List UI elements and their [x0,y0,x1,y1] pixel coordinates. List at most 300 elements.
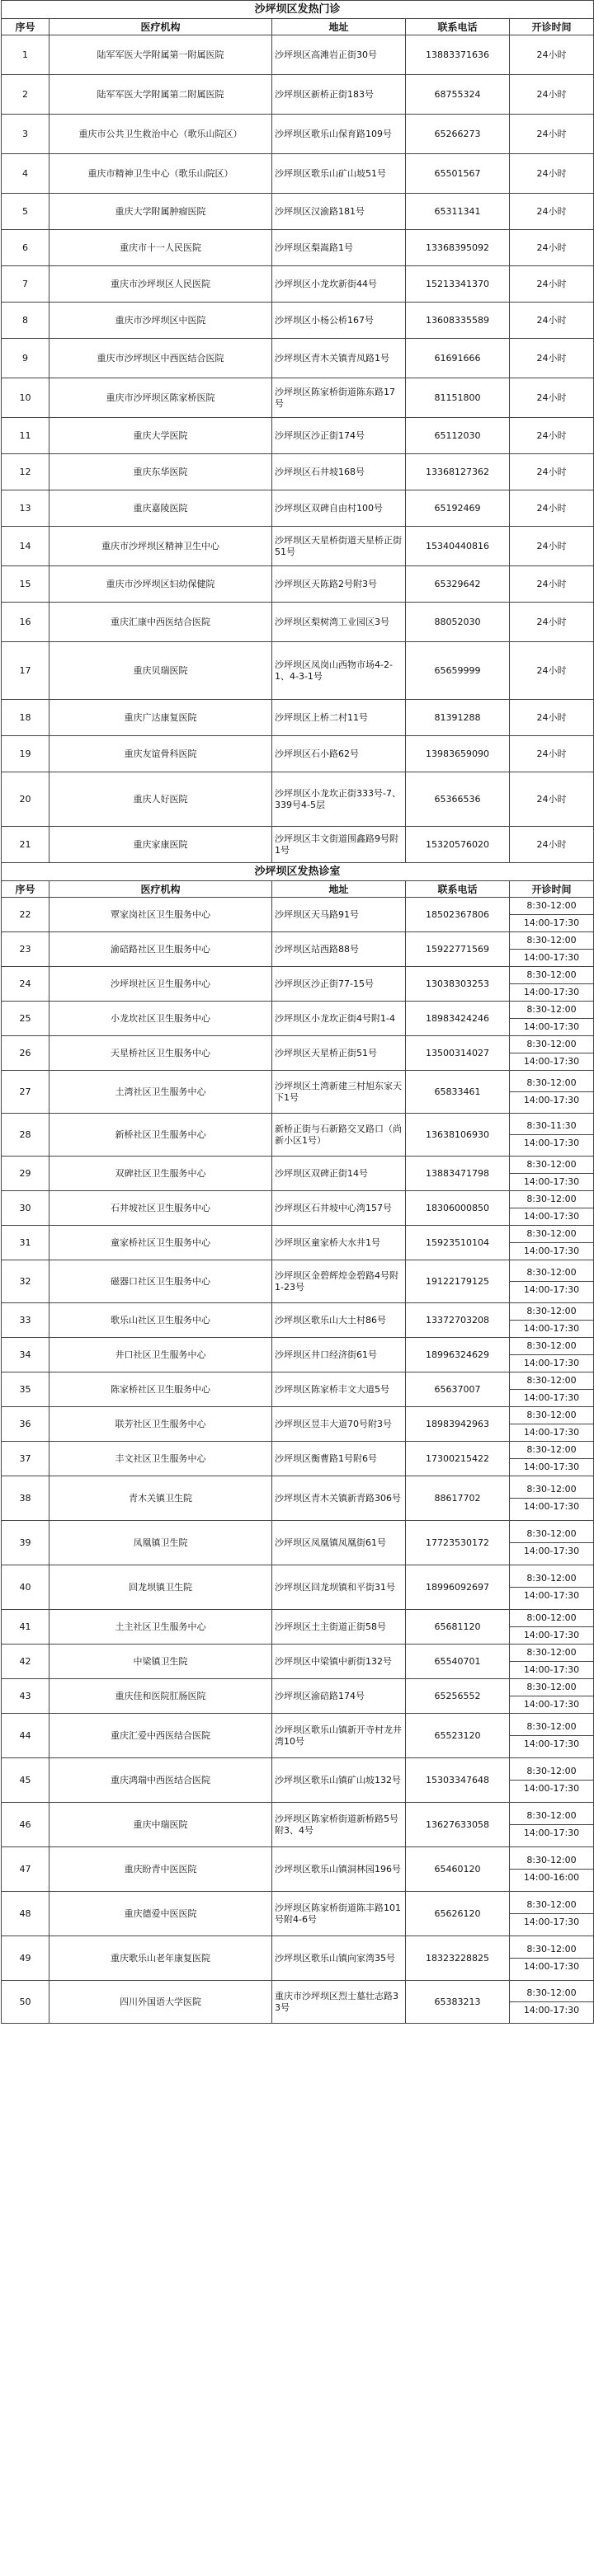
opening-hours-slot: 14:00-17:30 [510,1424,594,1441]
phone-number: 13983659090 [406,736,510,772]
institution-name: 重庆市沙坪坝区中西医结合医院 [50,339,272,378]
opening-hours-slot: 8:30-12:00 [526,1573,577,1584]
row-number: 27 [2,1071,50,1114]
institution-name: 重庆广达康复医院 [50,700,272,736]
opening-hours [510,1372,594,1407]
opening-hours [510,194,594,230]
column-header: 联系电话 [406,881,510,898]
opening-hours [510,1981,594,2024]
row-number: 15 [2,566,50,603]
address: 沙坪坝区凤凰镇凤凰街61号 [272,1521,406,1565]
opening-hours-slot: 24小时 [536,242,567,253]
phone-number: 18996092697 [406,1565,510,1610]
opening-hours [510,736,594,772]
row-number: 23 [2,932,50,967]
row-number: 35 [2,1372,50,1407]
table-row [2,154,594,194]
table-row [2,266,594,303]
opening-hours-slot: 8:30-12:00 [526,935,577,945]
institution-name: 重庆市精神卫生中心（歌乐山院区） [50,154,272,194]
institution-name: 联芳社区卫生服务中心 [50,1407,272,1442]
opening-hours-slot: 14:00-17:30 [510,1498,594,1515]
opening-hours-slot: 14:00-17:30 [510,1208,594,1225]
opening-hours-slot: 8:00-12:00 [526,1612,577,1623]
opening-hours [510,1521,594,1565]
institution-name: 覃家岗社区卫生服务中心 [50,898,272,932]
opening-hours-slot: 14:00-17:30 [510,1389,594,1406]
section-title: 沙坪坝区发热门诊 [2,1,594,19]
address: 沙坪坝区站西路88号 [272,932,406,967]
phone-number: 18306000850 [406,1191,510,1226]
row-number: 20 [2,772,50,827]
phone-number: 13368127362 [406,454,510,490]
opening-hours [510,115,594,154]
institution-name: 回龙坝镇卫生院 [50,1565,272,1610]
opening-hours [510,1407,594,1442]
phone-number: 18983424246 [406,1002,510,1036]
row-number: 44 [2,1714,50,1758]
opening-hours [510,1114,594,1157]
opening-hours [510,1260,594,1303]
table-row [2,1892,594,1936]
row-number: 50 [2,1981,50,2024]
address: 沙坪坝区石井坡中心湾157号 [272,1191,406,1226]
row-number: 47 [2,1847,50,1892]
row-number: 8 [2,303,50,339]
opening-hours-slot: 8:30-12:00 [526,1899,577,1910]
phone-number: 88052030 [406,603,510,642]
address: 沙坪坝区土湾新建三村旭东家天下1号 [272,1071,406,1114]
address: 沙坪坝区双碑正街14号 [272,1157,406,1191]
table-row [2,603,594,642]
phone-number: 13608335589 [406,303,510,339]
row-number: 4 [2,154,50,194]
institution-name: 磁器口社区卫生服务中心 [50,1260,272,1303]
opening-hours-slot: 8:30-12:00 [526,1159,577,1170]
institution-name: 重庆市沙坪坝区精神卫生中心 [50,527,272,566]
phone-number: 65383213 [406,1981,510,2024]
table-row [2,1407,594,1442]
table-row [2,1565,594,1610]
table-row [2,898,594,932]
row-number: 45 [2,1758,50,1803]
institution-name: 天星桥社区卫生服务中心 [50,1036,272,1071]
table-row [2,75,594,115]
opening-hours [510,1303,594,1338]
table-row [2,1645,594,1679]
phone-number: 13627633058 [406,1803,510,1847]
address: 沙坪坝区歌乐山镇向家湾35号 [272,1936,406,1981]
section-title-row [2,863,594,881]
opening-hours [510,1803,594,1847]
institution-name: 沙坪坝社区卫生服务中心 [50,967,272,1002]
table-row [2,1191,594,1226]
table-row [2,1803,594,1847]
phone-number: 18502367806 [406,898,510,932]
opening-hours [510,1758,594,1803]
opening-hours [510,1936,594,1981]
opening-hours-slot: 8:30-12:00 [526,900,577,911]
address: 沙坪坝区歌乐山镇新开寺村龙井湾10号 [272,1714,406,1758]
institution-name: 重庆市公共卫生救治中心（歌乐山院区） [50,115,272,154]
table-row [2,1758,594,1803]
address: 沙坪坝区梨树湾工业园区3号 [272,603,406,642]
opening-hours [510,378,594,418]
opening-hours-slot: 8:30-12:00 [526,1194,577,1204]
address: 沙坪坝区中梁镇中新街132号 [272,1645,406,1679]
opening-hours-slot: 24小时 [536,205,567,217]
opening-hours-slot: 8:30-12:00 [526,1987,577,1998]
table-row [2,1521,594,1565]
address: 沙坪坝区小杨公桥167号 [272,303,406,339]
table-row [2,1157,594,1191]
phone-number: 65540701 [406,1645,510,1679]
opening-hours-slot: 24小时 [536,502,567,514]
row-number: 49 [2,1936,50,1981]
phone-number: 81151800 [406,378,510,418]
opening-hours [510,967,594,1002]
row-number: 24 [2,967,50,1002]
opening-hours-slot: 24小时 [536,466,567,477]
phone-number: 65192469 [406,490,510,527]
phone-number: 65681120 [406,1610,510,1645]
address: 沙坪坝区童家桥大水井1号 [272,1226,406,1260]
phone-number: 65266273 [406,115,510,154]
row-number: 42 [2,1645,50,1679]
opening-hours-slot: 8:30-12:00 [526,1855,577,1865]
opening-hours-slot: 24小时 [536,540,567,551]
institution-name: 渝碚路社区卫生服务中心 [50,932,272,967]
opening-hours [510,1226,594,1260]
address: 沙坪坝区汉渝路181号 [272,194,406,230]
row-number: 21 [2,827,50,863]
phone-number: 13372703208 [406,1303,510,1338]
address: 沙坪坝区回龙坝镇和平街31号 [272,1565,406,1610]
opening-hours-slot: 14:00-17:30 [510,1354,594,1372]
phone-number: 13883471798 [406,1157,510,1191]
column-header: 地址 [272,881,406,898]
opening-hours-slot: 8:30-12:00 [526,1810,577,1821]
opening-hours-slot: 24小时 [536,838,567,850]
opening-hours-slot: 8:30-12:00 [526,1766,577,1776]
table-row [2,490,594,527]
opening-hours [510,454,594,490]
opening-hours-slot: 14:00-17:30 [510,1696,594,1713]
row-number: 6 [2,230,50,266]
table-row [2,378,594,418]
institution-name: 新桥社区卫生服务中心 [50,1114,272,1157]
opening-hours-slot: 8:30-12:00 [526,1306,577,1316]
opening-hours [510,1610,594,1645]
opening-hours-slot: 14:00-17:30 [510,1824,594,1842]
row-number: 19 [2,736,50,772]
row-number: 30 [2,1191,50,1226]
opening-hours-slot: 8:30-12:00 [526,1647,577,1658]
column-header: 序号 [2,881,50,898]
address: 沙坪坝区沙正街174号 [272,418,406,454]
table-row [2,1610,594,1645]
institution-name: 凤凰镇卫生院 [50,1521,272,1565]
table-row [2,1981,594,2024]
opening-hours-slot: 14:00-17:30 [510,1542,594,1560]
opening-hours-slot: 14:00-17:30 [510,1661,594,1678]
table-row [2,418,594,454]
row-number: 39 [2,1521,50,1565]
phone-number: 65523120 [406,1714,510,1758]
phone-number: 65659999 [406,642,510,700]
table-row [2,967,594,1002]
address: 沙坪坝区新桥正街183号 [272,75,406,115]
table-row [2,1442,594,1476]
opening-hours [510,898,594,932]
column-header: 医疗机构 [50,881,272,898]
institution-name: 重庆友谊骨科医院 [50,736,272,772]
opening-hours-slot: 8:30-12:00 [526,1228,577,1239]
phone-number: 13500314027 [406,1036,510,1071]
row-number: 28 [2,1114,50,1157]
section-title: 沙坪坝区发热诊室 [2,863,594,881]
phone-number: 65626120 [406,1892,510,1936]
row-number: 40 [2,1565,50,1610]
opening-hours [510,1847,594,1892]
table-row [2,1338,594,1372]
institution-name: 重庆德爱中医医院 [50,1892,272,1936]
opening-hours-slot: 14:00-17:30 [510,1626,594,1644]
opening-hours-slot: 8:30-12:00 [526,1077,577,1088]
row-number: 26 [2,1036,50,1071]
opening-hours-slot: 8:30-11:30 [526,1120,577,1131]
opening-hours-slot: 8:30-12:00 [526,969,577,980]
table-row [2,642,594,700]
table-row [2,339,594,378]
address: 沙坪坝区小龙坎正街4号附1-4 [272,1002,406,1036]
phone-number: 15923510104 [406,1226,510,1260]
opening-hours-slot: 24小时 [536,128,567,139]
table-row [2,1372,594,1407]
phone-number: 65366536 [406,772,510,827]
institution-name: 重庆佳和医院肛肠医院 [50,1679,272,1714]
opening-hours [510,603,594,642]
opening-hours-slot: 24小时 [536,429,567,441]
address: 沙坪坝区歌乐山矿山坡51号 [272,154,406,194]
institution-name: 重庆东华医院 [50,454,272,490]
row-number: 36 [2,1407,50,1442]
table-row [2,527,594,566]
address: 沙坪坝区歌乐山镇矿山坡132号 [272,1758,406,1803]
row-number: 25 [2,1002,50,1036]
phone-number: 65501567 [406,154,510,194]
opening-hours-slot: 24小时 [536,711,567,723]
column-header: 序号 [2,19,50,35]
phone-number: 13883371636 [406,35,510,75]
opening-hours [510,527,594,566]
table-row [2,1303,594,1338]
institution-name: 重庆鸿瑞中西医结合医院 [50,1758,272,1803]
opening-hours-slot: 14:00-17:30 [510,1091,594,1109]
opening-hours-slot: 24小时 [536,578,567,589]
address: 沙坪坝区天星桥正街51号 [272,1036,406,1071]
phone-number: 18323228825 [406,1936,510,1981]
address: 沙坪坝区天星桥街道天星桥正街51号 [272,527,406,566]
opening-hours-slot: 8:30-12:00 [526,1944,577,1954]
phone-number: 15922771569 [406,932,510,967]
opening-hours [510,35,594,75]
opening-hours [510,230,594,266]
phone-number: 13368395092 [406,230,510,266]
opening-hours-slot: 14:00-17:30 [510,1458,594,1476]
opening-hours-slot: 14:00-17:30 [510,1320,594,1337]
table-row [2,736,594,772]
phone-number: 15320576020 [406,827,510,863]
opening-hours [510,303,594,339]
address: 沙坪坝区凤岗山西物市场4-2-1、4-3-1号 [272,642,406,700]
phone-number: 88617702 [406,1476,510,1521]
table-row [2,1936,594,1981]
address: 沙坪坝区陈家桥丰文大道5号 [272,1372,406,1407]
address: 沙坪坝区歌乐山镇洞林园196号 [272,1847,406,1892]
row-number: 11 [2,418,50,454]
opening-hours-slot: 14:00-17:30 [510,914,594,931]
table-row [2,1679,594,1714]
institution-name: 重庆市十一人民医院 [50,230,272,266]
header-row [2,19,594,35]
address: 沙坪坝区小龙坎正街333号-7、339号4-5层 [272,772,406,827]
opening-hours [510,1338,594,1372]
opening-hours-slot: 24小时 [536,748,567,759]
opening-hours [510,772,594,827]
row-number: 38 [2,1476,50,1521]
row-number: 37 [2,1442,50,1476]
institution-name: 重庆歌乐山老年康复医院 [50,1936,272,1981]
table-row [2,1036,594,1071]
opening-hours [510,1476,594,1521]
opening-hours [510,1071,594,1114]
opening-hours-slot: 14:00-17:30 [510,1587,594,1604]
opening-hours [510,1565,594,1610]
phone-number: 13638106930 [406,1114,510,1157]
institution-name: 童家桥社区卫生服务中心 [50,1226,272,1260]
address: 沙坪坝区衡曹路1号附6号 [272,1442,406,1476]
row-number: 16 [2,603,50,642]
table-row [2,230,594,266]
row-number: 31 [2,1226,50,1260]
opening-hours [510,1002,594,1036]
institution-name: 重庆人好医院 [50,772,272,827]
column-header: 开诊时间 [510,881,594,898]
phone-number: 65256552 [406,1679,510,1714]
column-header: 联系电话 [406,19,510,35]
row-number: 7 [2,266,50,303]
row-number: 5 [2,194,50,230]
row-number: 48 [2,1892,50,1936]
opening-hours-slot: 14:00-17:30 [510,1958,594,1975]
row-number: 3 [2,115,50,154]
address: 沙坪坝区小龙坎新街44号 [272,266,406,303]
institution-name: 重庆市沙坪坝区陈家桥医院 [50,378,272,418]
opening-hours-slot: 24小时 [536,664,567,676]
institution-name: 重庆大学医院 [50,418,272,454]
table-row [2,1226,594,1260]
address: 沙坪坝区渝碚路174号 [272,1679,406,1714]
institution-name: 重庆汇爱中西医结合医院 [50,1714,272,1758]
address: 沙坪坝区双碑自由村100号 [272,490,406,527]
opening-hours-slot: 24小时 [536,167,567,179]
opening-hours-slot: 14:00-17:30 [510,1173,594,1190]
opening-hours [510,1679,594,1714]
opening-hours [510,1157,594,1191]
table-row [2,1114,594,1157]
institution-name: 重庆汇康中西医结合医院 [50,603,272,642]
phone-number: 65112030 [406,418,510,454]
address: 新桥正街与石新路交叉路口（尚新小区1号） [272,1114,406,1157]
table-row [2,1071,594,1114]
opening-hours-slot: 14:00-17:30 [510,1281,594,1298]
opening-hours-slot: 8:30-12:00 [526,1528,577,1539]
opening-hours-slot: 14:00-17:30 [510,2001,594,2019]
table-row [2,932,594,967]
opening-hours [510,339,594,378]
institution-name: 重庆市沙坪坝区中医院 [50,303,272,339]
row-number: 1 [2,35,50,75]
opening-hours [510,1442,594,1476]
row-number: 22 [2,898,50,932]
opening-hours-slot: 8:30-12:00 [526,1039,577,1049]
row-number: 33 [2,1303,50,1338]
institution-name: 中梁镇卫生院 [50,1645,272,1679]
institution-name: 石井坡社区卫生服务中心 [50,1191,272,1226]
opening-hours-slot: 24小时 [536,392,567,403]
institution-name: 陆军军医大学附属第二附属医院 [50,75,272,115]
opening-hours-slot: 8:30-12:00 [526,1004,577,1015]
institution-name: 重庆贝瑞医院 [50,642,272,700]
column-header: 医疗机构 [50,19,272,35]
table-row [2,1002,594,1036]
address: 沙坪坝区青木关镇新青路306号 [272,1476,406,1521]
institution-name: 井口社区卫生服务中心 [50,1338,272,1372]
table-row [2,827,594,863]
address: 沙坪坝区昱丰大道70号附3号 [272,1407,406,1442]
phone-number: 18996324629 [406,1338,510,1372]
table-row [2,35,594,75]
opening-hours-slot: 8:30-12:00 [526,1682,577,1692]
address: 沙坪坝区歌乐山保育路109号 [272,115,406,154]
table-row [2,772,594,827]
row-number: 41 [2,1610,50,1645]
row-number: 17 [2,642,50,700]
table-row [2,1847,594,1892]
opening-hours [510,1191,594,1226]
phone-number: 65329642 [406,566,510,603]
table-row [2,303,594,339]
opening-hours-slot: 24小时 [536,314,567,326]
institution-name: 重庆嘉陵医院 [50,490,272,527]
table-row [2,454,594,490]
row-number: 13 [2,490,50,527]
row-number: 14 [2,527,50,566]
opening-hours-slot: 24小时 [536,616,567,627]
phone-number: 18983942963 [406,1407,510,1442]
opening-hours [510,490,594,527]
institution-name: 土湾社区卫生服务中心 [50,1071,272,1114]
row-number: 34 [2,1338,50,1372]
opening-hours [510,75,594,115]
row-number: 46 [2,1803,50,1847]
institution-name: 陆军军医大学附属第一附属医院 [50,35,272,75]
institution-name: 小龙坎社区卫生服务中心 [50,1002,272,1036]
institution-name: 重庆大学附属肿瘤医院 [50,194,272,230]
address: 沙坪坝区歌乐山大土村86号 [272,1303,406,1338]
phone-number: 15213341370 [406,266,510,303]
